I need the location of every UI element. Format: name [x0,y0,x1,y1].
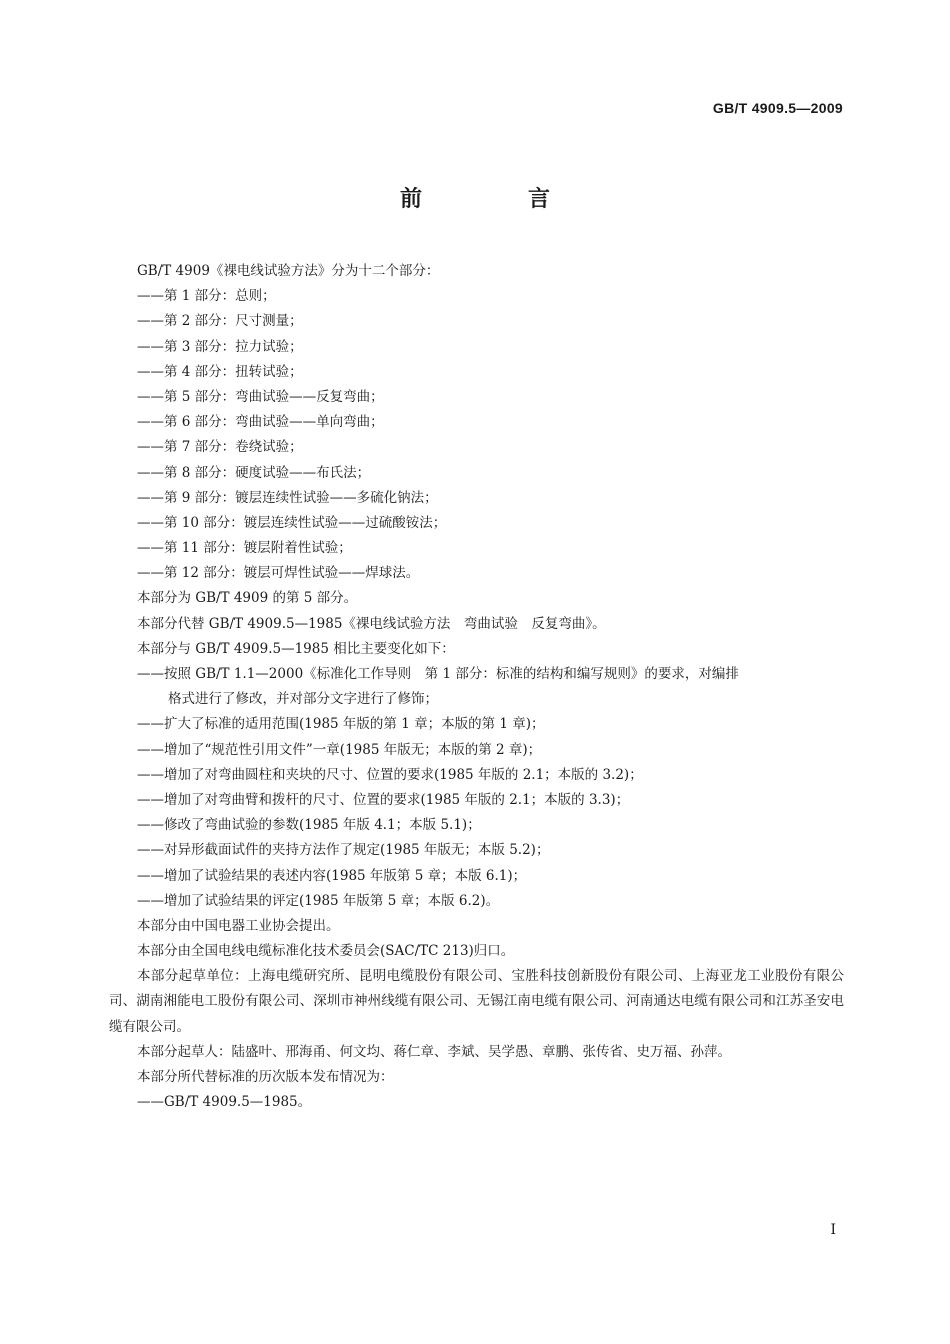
drafters-statement: 本部分起草人：陆盛叶、邢海甬、何文均、蒋仁章、李斌、吴学愚、章鹏、张传省、史万福、孙萍。 [137,1043,731,1060]
history-intro: 本部分所代替标准的历次版本发布情况为： [137,1069,394,1086]
replaces-statement: 本部分代替 GB/T 4909.5—1985《裸电线试验方法 弯曲试验 反复弯曲》。 [137,615,606,632]
change-list-item: ——对异形截面试件的夹持方法作了规定(1985 年版无；本版 5.2)； [137,842,550,859]
centralized-by-statement: 本部分由全国电线电缆标准化技术委员会(SAC/TC 213)归口。 [137,943,515,960]
change-list-item: ——增加了试验结果的评定(1985 年版第 5 章；本版 6.2)。 [137,892,500,909]
part-list-item: ——第 4 部分：扭转试验； [137,363,303,380]
change-list-item-continuation: 格式进行了修改，并对部分文字进行了修饰； [168,691,438,708]
change-list-item: ——按照 GB/T 1.1—2000《标准化工作导则 第 1 部分：标准的结构和编写规则》的要求，对编排 [137,666,739,682]
proposed-by-statement: 本部分由中国电器工业协会提出。 [137,917,340,934]
page-title: 前 言 [399,187,592,212]
part-list-item: ——第 11 部分：镀层附着性试验； [137,540,352,557]
this-part-statement: 本部分为 GB/T 4909 的第 5 部分。 [137,590,358,607]
history-list-item: ——GB/T 4909.5—1985。 [137,1094,312,1111]
part-list-item: ——第 7 部分：卷绕试验； [137,439,303,456]
changes-intro: 本部分与 GB/T 4909.5—1985 相比主要变化如下： [137,640,455,657]
change-list-item: ——增加了“规范性引用文件”一章(1985 年版无；本版的第 2 章)； [137,741,542,758]
change-list-item: ——扩大了标准的适用范围(1985 年版的第 1 章；本版的第 1 章)； [137,716,545,733]
drafting-units-paragraph: 本部分起草单位：上海电缆研究所、昆明电缆股份有限公司、宝胜科技创新股份有限公司、上海亚龙工业股份有限公司、湖南湘能电工股份有限公司、深圳市神州线缆有限公司、无锡江南电缆有限公司、河南通达电缆有限公司和江苏圣安电缆有限公司。 [109,968,844,1035]
change-list-item: ——增加了对弯曲臂和拨杆的尺寸、位置的要求(1985 年版的 2.1；本版的 3.3)； [137,791,630,808]
preface-body [109,259,844,1115]
page-number: I [830,1222,836,1238]
part-list-item: ——第 2 部分：尺寸测量； [137,313,303,330]
part-list-item: ——第 5 部分：弯曲试验——反复弯曲； [137,388,384,405]
part-list-item: ——第 1 部分：总则； [137,288,276,305]
preface-intro: GB/T 4909《裸电线试验方法》分为十二个部分： [137,263,440,279]
part-list-item: ——第 6 部分：弯曲试验——单向弯曲； [137,414,384,431]
standard-code: GB/T 4909.5—2009 [712,100,843,116]
part-list-item: ——第 10 部分：镀层连续性试验——过硫酸铵法； [137,514,447,531]
part-list-item: ——第 12 部分：镀层可焊性试验——焊球法。 [137,565,420,582]
change-list-item: ——修改了弯曲试验的参数(1985 年版 4.1；本版 5.1)； [137,817,481,834]
part-list-item: ——第 8 部分：硬度试验——布氏法； [137,464,371,481]
change-list-item: ——增加了对弯曲圆柱和夹块的尺寸、位置的要求(1985 年版的 2.1；本版的 3.2)； [137,766,643,783]
change-list-item: ——增加了试验结果的表述内容(1985 年版第 5 章；本版 6.1)； [137,867,527,884]
part-list-item: ——第 3 部分：拉力试验； [137,338,303,355]
part-list-item: ——第 9 部分：镀层连续性试验——多硫化钠法； [137,489,438,506]
